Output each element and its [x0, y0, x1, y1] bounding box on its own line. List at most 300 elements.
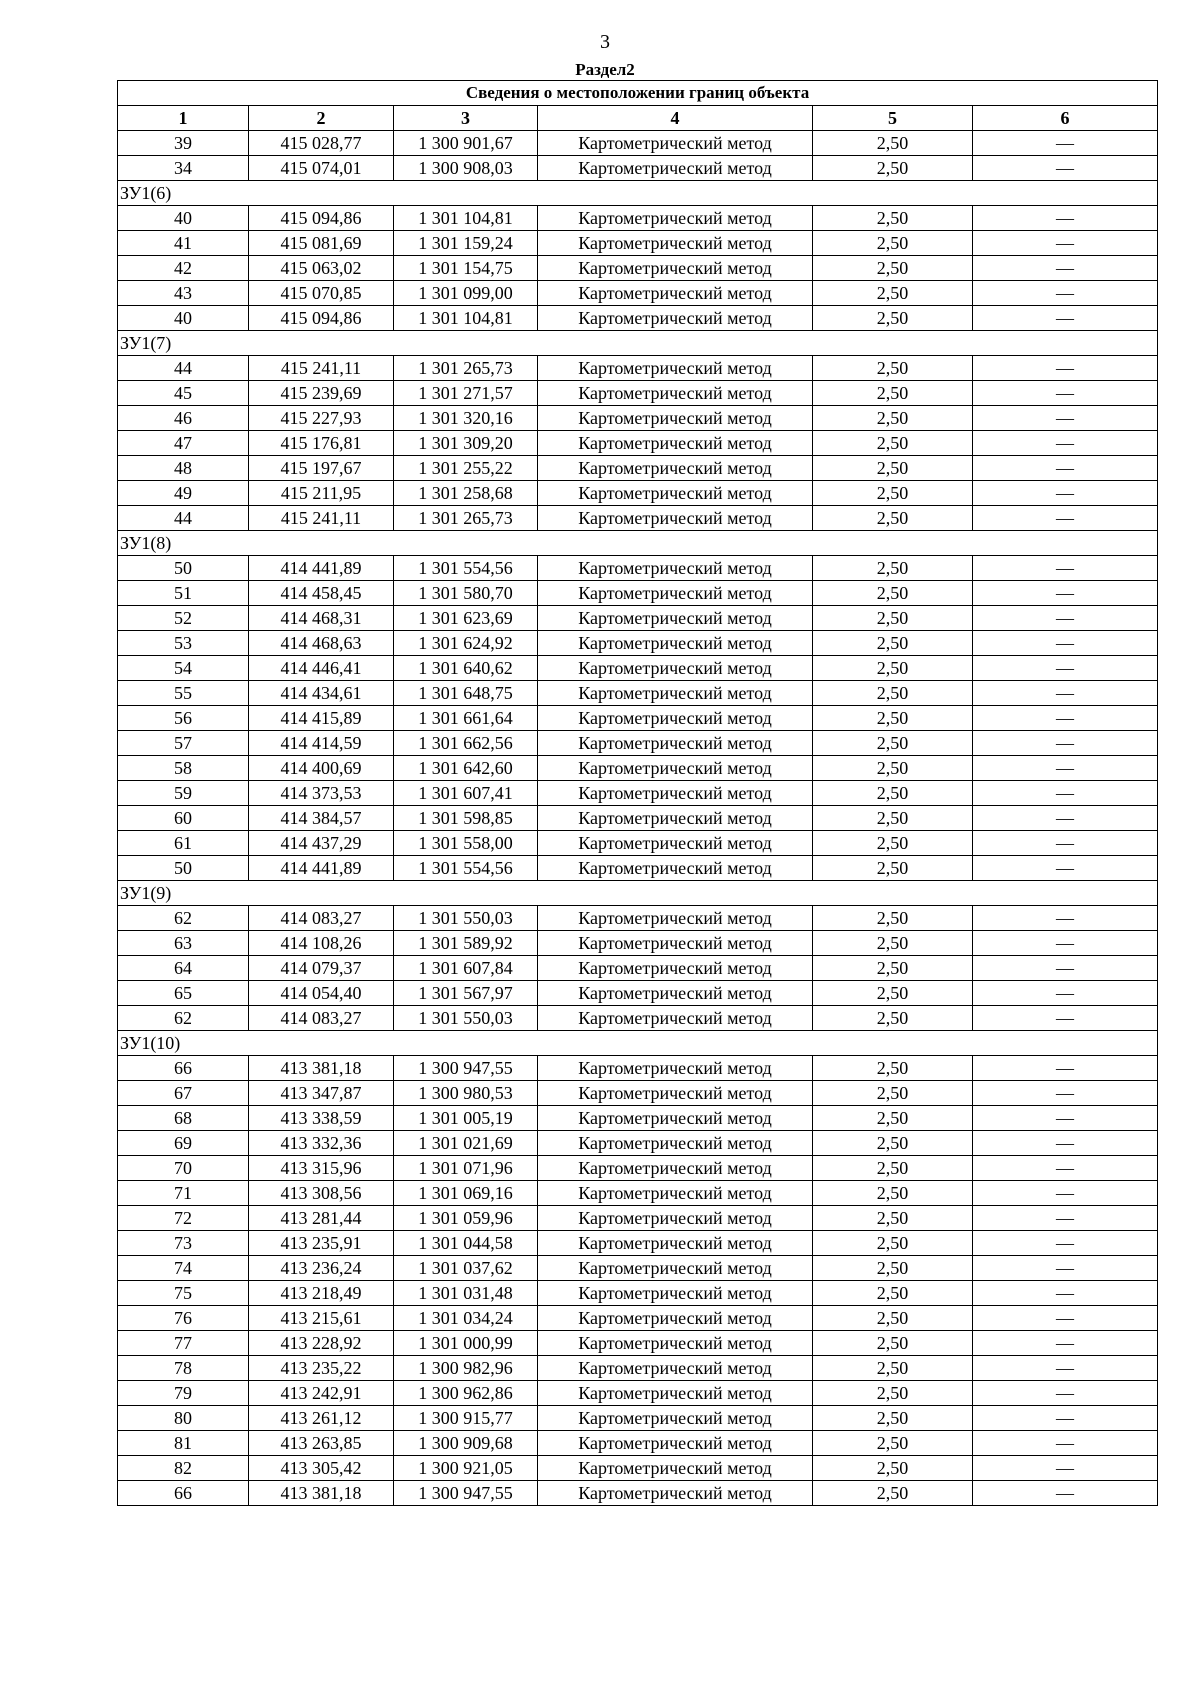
- description: —: [973, 1456, 1158, 1481]
- accuracy: 2,50: [813, 556, 973, 581]
- table-row: [118, 481, 1158, 506]
- accuracy: 2,50: [813, 1281, 973, 1306]
- accuracy: 2,50: [813, 406, 973, 431]
- method: Картометрический метод: [538, 1256, 813, 1281]
- section-title: Раздел2: [575, 60, 635, 79]
- method: Картометрический метод: [538, 281, 813, 306]
- y-coordinate: 1 301 661,64: [394, 706, 538, 731]
- x-coordinate: 415 197,67: [249, 456, 394, 481]
- y-coordinate: 1 301 037,62: [394, 1256, 538, 1281]
- description: —: [973, 806, 1158, 831]
- y-coordinate: 1 301 648,75: [394, 681, 538, 706]
- x-coordinate: 413 215,61: [249, 1306, 394, 1331]
- accuracy: 2,50: [813, 1231, 973, 1256]
- point-number: 48: [118, 456, 249, 481]
- description: —: [973, 406, 1158, 431]
- y-coordinate: 1 301 558,00: [394, 831, 538, 856]
- table-row: [118, 956, 1158, 981]
- method: Картометрический метод: [538, 456, 813, 481]
- x-coordinate: 414 108,26: [249, 931, 394, 956]
- y-coordinate: 1 301 069,16: [394, 1181, 538, 1206]
- method: Картометрический метод: [538, 1206, 813, 1231]
- table-row: [118, 131, 1158, 156]
- point-number: 77: [118, 1331, 249, 1356]
- point-number: 49: [118, 481, 249, 506]
- accuracy: 2,50: [813, 281, 973, 306]
- description: —: [973, 731, 1158, 756]
- table-row: [118, 1481, 1158, 1506]
- x-coordinate: 413 261,12: [249, 1406, 394, 1431]
- point-number: 43: [118, 281, 249, 306]
- accuracy: 2,50: [813, 131, 973, 156]
- y-coordinate: 1 301 589,92: [394, 931, 538, 956]
- accuracy: 2,50: [813, 756, 973, 781]
- y-coordinate: 1 301 099,00: [394, 281, 538, 306]
- y-coordinate: 1 301 258,68: [394, 481, 538, 506]
- table-row: [118, 706, 1158, 731]
- y-coordinate: 1 301 021,69: [394, 1131, 538, 1156]
- table-row: [118, 831, 1158, 856]
- accuracy: 2,50: [813, 1081, 973, 1106]
- table-row: [118, 731, 1158, 756]
- y-coordinate: 1 300 909,68: [394, 1431, 538, 1456]
- point-number: 66: [118, 1481, 249, 1506]
- point-number: 53: [118, 631, 249, 656]
- table-row: [118, 1056, 1158, 1081]
- table-row: [118, 581, 1158, 606]
- description: —: [973, 281, 1158, 306]
- accuracy: 2,50: [813, 1106, 973, 1131]
- method: Картометрический метод: [538, 681, 813, 706]
- description: —: [973, 131, 1158, 156]
- accuracy: 2,50: [813, 1306, 973, 1331]
- y-coordinate: 1 301 640,62: [394, 656, 538, 681]
- group-label: ЗУ1(6): [118, 181, 1158, 206]
- point-number: 60: [118, 806, 249, 831]
- x-coordinate: 414 083,27: [249, 906, 394, 931]
- table-row: [118, 156, 1158, 181]
- description: —: [973, 1131, 1158, 1156]
- point-number: 51: [118, 581, 249, 606]
- description: —: [973, 206, 1158, 231]
- y-coordinate: 1 301 623,69: [394, 606, 538, 631]
- table-row: [118, 856, 1158, 881]
- x-coordinate: 415 227,93: [249, 406, 394, 431]
- x-coordinate: 414 441,89: [249, 556, 394, 581]
- x-coordinate: 414 400,69: [249, 756, 394, 781]
- method: Картометрический метод: [538, 1356, 813, 1381]
- y-coordinate: 1 301 607,41: [394, 781, 538, 806]
- description: —: [973, 456, 1158, 481]
- y-coordinate: 1 301 624,92: [394, 631, 538, 656]
- description: —: [973, 1331, 1158, 1356]
- y-coordinate: 1 301 044,58: [394, 1231, 538, 1256]
- accuracy: 2,50: [813, 731, 973, 756]
- method: Картометрический метод: [538, 581, 813, 606]
- accuracy: 2,50: [813, 831, 973, 856]
- table-body: [118, 81, 1158, 1506]
- description: —: [973, 1256, 1158, 1281]
- accuracy: 2,50: [813, 956, 973, 981]
- point-number: 81: [118, 1431, 249, 1456]
- column-number: 2: [249, 106, 394, 131]
- method: Картометрический метод: [538, 856, 813, 881]
- table-row: [118, 906, 1158, 931]
- accuracy: 2,50: [813, 206, 973, 231]
- x-coordinate: 414 458,45: [249, 581, 394, 606]
- description: —: [973, 1431, 1158, 1456]
- point-number: 41: [118, 231, 249, 256]
- method: Картометрический метод: [538, 1306, 813, 1331]
- x-coordinate: 414 441,89: [249, 856, 394, 881]
- x-coordinate: 413 308,56: [249, 1181, 394, 1206]
- method: Картометрический метод: [538, 506, 813, 531]
- x-coordinate: 413 228,92: [249, 1331, 394, 1356]
- accuracy: 2,50: [813, 1131, 973, 1156]
- table-row: [118, 456, 1158, 481]
- accuracy: 2,50: [813, 1381, 973, 1406]
- y-coordinate: 1 301 662,56: [394, 731, 538, 756]
- table-row: [118, 431, 1158, 456]
- table-row: [118, 1006, 1158, 1031]
- y-coordinate: 1 301 607,84: [394, 956, 538, 981]
- method: Картометрический метод: [538, 931, 813, 956]
- point-number: 67: [118, 1081, 249, 1106]
- method: Картометрический метод: [538, 831, 813, 856]
- description: —: [973, 1356, 1158, 1381]
- table-row: [118, 1406, 1158, 1431]
- x-coordinate: 415 063,02: [249, 256, 394, 281]
- point-number: 42: [118, 256, 249, 281]
- method: Картометрический метод: [538, 1231, 813, 1256]
- column-number: 5: [813, 106, 973, 131]
- y-coordinate: 1 301 005,19: [394, 1106, 538, 1131]
- point-number: 65: [118, 981, 249, 1006]
- method: Картометрический метод: [538, 431, 813, 456]
- method: Картометрический метод: [538, 706, 813, 731]
- method: Картометрический метод: [538, 206, 813, 231]
- method: Картометрический метод: [538, 406, 813, 431]
- x-coordinate: 415 094,86: [249, 206, 394, 231]
- table-row: [118, 1331, 1158, 1356]
- method: Картометрический метод: [538, 306, 813, 331]
- method: Картометрический метод: [538, 631, 813, 656]
- accuracy: 2,50: [813, 1406, 973, 1431]
- method: Картометрический метод: [538, 556, 813, 581]
- table-row: [118, 606, 1158, 631]
- table-row: [118, 1356, 1158, 1381]
- y-coordinate: 1 301 104,81: [394, 306, 538, 331]
- group-row: [118, 331, 1158, 356]
- table-row: [118, 281, 1158, 306]
- accuracy: 2,50: [813, 1431, 973, 1456]
- y-coordinate: 1 301 550,03: [394, 1006, 538, 1031]
- table-row: [118, 1106, 1158, 1131]
- table-row: [118, 1131, 1158, 1156]
- accuracy: 2,50: [813, 1056, 973, 1081]
- description: —: [973, 1231, 1158, 1256]
- y-coordinate: 1 300 982,96: [394, 1356, 538, 1381]
- table-row: [118, 506, 1158, 531]
- point-number: 56: [118, 706, 249, 731]
- y-coordinate: 1 300 901,67: [394, 131, 538, 156]
- point-number: 50: [118, 556, 249, 581]
- x-coordinate: 415 074,01: [249, 156, 394, 181]
- table-row: [118, 681, 1158, 706]
- y-coordinate: 1 301 000,99: [394, 1331, 538, 1356]
- accuracy: 2,50: [813, 1456, 973, 1481]
- y-coordinate: 1 301 255,22: [394, 456, 538, 481]
- point-number: 55: [118, 681, 249, 706]
- point-number: 63: [118, 931, 249, 956]
- page-number: 3: [600, 31, 610, 53]
- description: —: [973, 581, 1158, 606]
- column-number: 3: [394, 106, 538, 131]
- x-coordinate: 413 305,42: [249, 1456, 394, 1481]
- y-coordinate: 1 301 554,56: [394, 556, 538, 581]
- description: —: [973, 1181, 1158, 1206]
- accuracy: 2,50: [813, 981, 973, 1006]
- method: Картометрический метод: [538, 1056, 813, 1081]
- accuracy: 2,50: [813, 1156, 973, 1181]
- table-row: [118, 356, 1158, 381]
- point-number: 40: [118, 306, 249, 331]
- group-label: ЗУ1(8): [118, 531, 1158, 556]
- x-coordinate: 414 446,41: [249, 656, 394, 681]
- table-row: [118, 556, 1158, 581]
- point-number: 46: [118, 406, 249, 431]
- boundary-coordinates-table: [117, 80, 1158, 1506]
- description: —: [973, 1106, 1158, 1131]
- point-number: 62: [118, 906, 249, 931]
- x-coordinate: 414 434,61: [249, 681, 394, 706]
- method: Картометрический метод: [538, 1381, 813, 1406]
- y-coordinate: 1 301 031,48: [394, 1281, 538, 1306]
- point-number: 69: [118, 1131, 249, 1156]
- method: Картометрический метод: [538, 1006, 813, 1031]
- column-number: 4: [538, 106, 813, 131]
- point-number: 82: [118, 1456, 249, 1481]
- method: Картометрический метод: [538, 1156, 813, 1181]
- x-coordinate: 413 236,24: [249, 1256, 394, 1281]
- y-coordinate: 1 300 908,03: [394, 156, 538, 181]
- point-number: 66: [118, 1056, 249, 1081]
- group-label: ЗУ1(7): [118, 331, 1158, 356]
- y-coordinate: 1 301 320,16: [394, 406, 538, 431]
- method: Картометрический метод: [538, 356, 813, 381]
- method: Картометрический метод: [538, 606, 813, 631]
- description: —: [973, 306, 1158, 331]
- x-coordinate: 414 468,63: [249, 631, 394, 656]
- table-caption-row: [118, 81, 1158, 106]
- method: Картометрический метод: [538, 1281, 813, 1306]
- table-row: [118, 381, 1158, 406]
- table-row: [118, 1381, 1158, 1406]
- y-coordinate: 1 301 265,73: [394, 356, 538, 381]
- group-row: [118, 881, 1158, 906]
- accuracy: 2,50: [813, 781, 973, 806]
- x-coordinate: 414 437,29: [249, 831, 394, 856]
- group-label: ЗУ1(9): [118, 881, 1158, 906]
- description: —: [973, 356, 1158, 381]
- description: —: [973, 256, 1158, 281]
- accuracy: 2,50: [813, 1256, 973, 1281]
- method: Картометрический метод: [538, 1106, 813, 1131]
- x-coordinate: 414 083,27: [249, 1006, 394, 1031]
- x-coordinate: 415 081,69: [249, 231, 394, 256]
- x-coordinate: 413 381,18: [249, 1481, 394, 1506]
- y-coordinate: 1 301 071,96: [394, 1156, 538, 1181]
- method: Картометрический метод: [538, 756, 813, 781]
- table-row: [118, 1431, 1158, 1456]
- accuracy: 2,50: [813, 456, 973, 481]
- table-row: [118, 981, 1158, 1006]
- table-row: [118, 206, 1158, 231]
- description: —: [973, 481, 1158, 506]
- y-coordinate: 1 301 554,56: [394, 856, 538, 881]
- x-coordinate: 414 373,53: [249, 781, 394, 806]
- method: Картометрический метод: [538, 1331, 813, 1356]
- x-coordinate: 415 211,95: [249, 481, 394, 506]
- point-number: 73: [118, 1231, 249, 1256]
- point-number: 40: [118, 206, 249, 231]
- table-row: [118, 1231, 1158, 1256]
- point-number: 45: [118, 381, 249, 406]
- point-number: 70: [118, 1156, 249, 1181]
- accuracy: 2,50: [813, 906, 973, 931]
- table-row: [118, 1281, 1158, 1306]
- point-number: 75: [118, 1281, 249, 1306]
- description: —: [973, 756, 1158, 781]
- x-coordinate: 415 028,77: [249, 131, 394, 156]
- y-coordinate: 1 301 271,57: [394, 381, 538, 406]
- description: —: [973, 706, 1158, 731]
- method: Картометрический метод: [538, 156, 813, 181]
- point-number: 39: [118, 131, 249, 156]
- description: —: [973, 831, 1158, 856]
- column-number-row: [118, 106, 1158, 131]
- group-row: [118, 181, 1158, 206]
- table-row: [118, 1206, 1158, 1231]
- method: Картометрический метод: [538, 1456, 813, 1481]
- description: —: [973, 781, 1158, 806]
- table-row: [118, 1081, 1158, 1106]
- method: Картометрический метод: [538, 1406, 813, 1431]
- description: —: [973, 931, 1158, 956]
- description: —: [973, 231, 1158, 256]
- accuracy: 2,50: [813, 356, 973, 381]
- x-coordinate: 415 094,86: [249, 306, 394, 331]
- y-coordinate: 1 301 309,20: [394, 431, 538, 456]
- x-coordinate: 413 281,44: [249, 1206, 394, 1231]
- point-number: 78: [118, 1356, 249, 1381]
- description: —: [973, 906, 1158, 931]
- method: Картометрический метод: [538, 1481, 813, 1506]
- accuracy: 2,50: [813, 1331, 973, 1356]
- description: —: [973, 631, 1158, 656]
- accuracy: 2,50: [813, 1206, 973, 1231]
- accuracy: 2,50: [813, 856, 973, 881]
- y-coordinate: 1 301 598,85: [394, 806, 538, 831]
- x-coordinate: 413 332,36: [249, 1131, 394, 1156]
- x-coordinate: 415 241,11: [249, 356, 394, 381]
- x-coordinate: 414 384,57: [249, 806, 394, 831]
- x-coordinate: 413 218,49: [249, 1281, 394, 1306]
- point-number: 50: [118, 856, 249, 881]
- method: Картометрический метод: [538, 231, 813, 256]
- method: Картометрический метод: [538, 381, 813, 406]
- x-coordinate: 415 239,69: [249, 381, 394, 406]
- table-row: [118, 781, 1158, 806]
- point-number: 71: [118, 1181, 249, 1206]
- accuracy: 2,50: [813, 156, 973, 181]
- table-row: [118, 631, 1158, 656]
- point-number: 57: [118, 731, 249, 756]
- x-coordinate: 414 415,89: [249, 706, 394, 731]
- accuracy: 2,50: [813, 681, 973, 706]
- table-row: [118, 656, 1158, 681]
- table-row: [118, 1456, 1158, 1481]
- x-coordinate: 413 338,59: [249, 1106, 394, 1131]
- accuracy: 2,50: [813, 656, 973, 681]
- method: Картометрический метод: [538, 1081, 813, 1106]
- y-coordinate: 1 300 947,55: [394, 1056, 538, 1081]
- point-number: 79: [118, 1381, 249, 1406]
- accuracy: 2,50: [813, 1181, 973, 1206]
- description: —: [973, 1381, 1158, 1406]
- y-coordinate: 1 301 580,70: [394, 581, 538, 606]
- table-row: [118, 1306, 1158, 1331]
- method: Картометрический метод: [538, 781, 813, 806]
- description: —: [973, 1006, 1158, 1031]
- y-coordinate: 1 301 567,97: [394, 981, 538, 1006]
- description: —: [973, 1406, 1158, 1431]
- accuracy: 2,50: [813, 706, 973, 731]
- point-number: 54: [118, 656, 249, 681]
- group-row: [118, 1031, 1158, 1056]
- point-number: 62: [118, 1006, 249, 1031]
- column-number: 6: [973, 106, 1158, 131]
- x-coordinate: 413 347,87: [249, 1081, 394, 1106]
- y-coordinate: 1 300 921,05: [394, 1456, 538, 1481]
- point-number: 34: [118, 156, 249, 181]
- y-coordinate: 1 301 104,81: [394, 206, 538, 231]
- table-row: [118, 806, 1158, 831]
- accuracy: 2,50: [813, 606, 973, 631]
- x-coordinate: 414 414,59: [249, 731, 394, 756]
- accuracy: 2,50: [813, 306, 973, 331]
- table-row: [118, 256, 1158, 281]
- point-number: 44: [118, 356, 249, 381]
- x-coordinate: 413 242,91: [249, 1381, 394, 1406]
- y-coordinate: 1 300 947,55: [394, 1481, 538, 1506]
- x-coordinate: 413 235,22: [249, 1356, 394, 1381]
- y-coordinate: 1 300 980,53: [394, 1081, 538, 1106]
- point-number: 59: [118, 781, 249, 806]
- description: —: [973, 431, 1158, 456]
- accuracy: 2,50: [813, 231, 973, 256]
- x-coordinate: 414 079,37: [249, 956, 394, 981]
- x-coordinate: 413 381,18: [249, 1056, 394, 1081]
- description: —: [973, 156, 1158, 181]
- description: —: [973, 1156, 1158, 1181]
- description: —: [973, 956, 1158, 981]
- point-number: 47: [118, 431, 249, 456]
- method: Картометрический метод: [538, 131, 813, 156]
- method: Картометрический метод: [538, 1431, 813, 1456]
- description: —: [973, 656, 1158, 681]
- y-coordinate: 1 301 159,24: [394, 231, 538, 256]
